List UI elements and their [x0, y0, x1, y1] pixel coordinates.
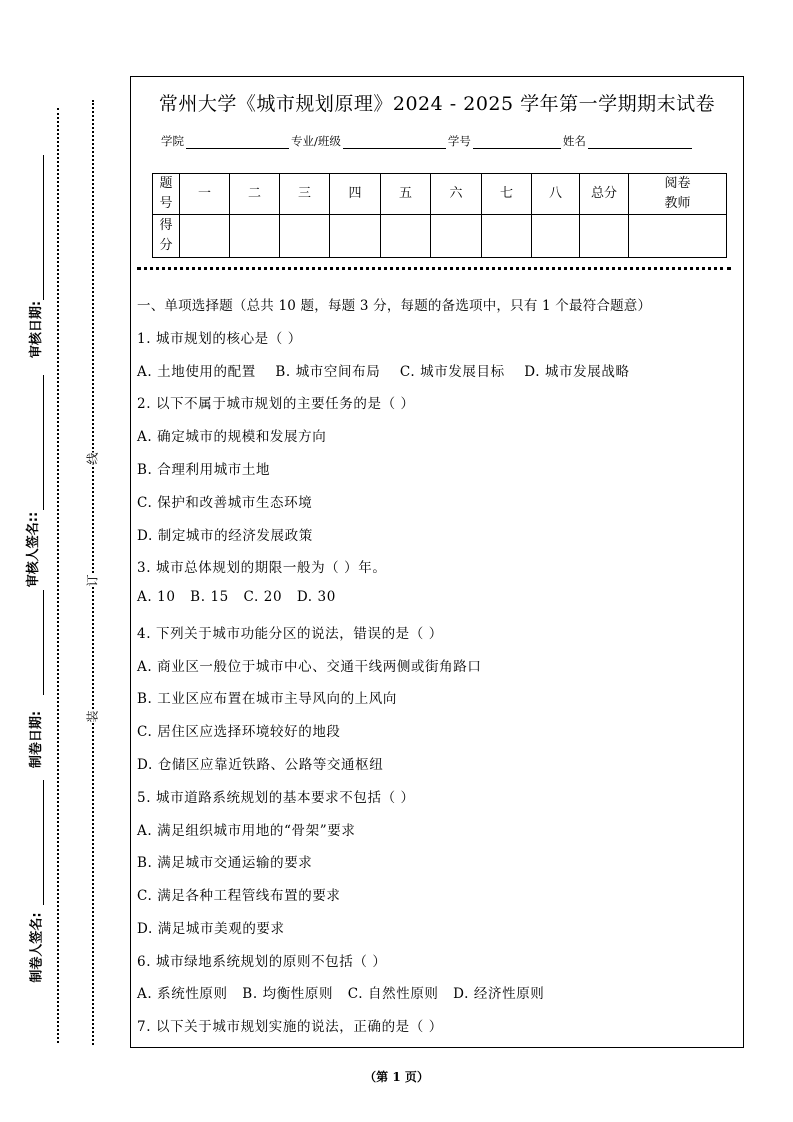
option-line: A. 商业区一般位于城市中心、交通干线两侧或街角路口	[137, 659, 482, 675]
total-score-header: 总分	[580, 174, 629, 215]
score-cell[interactable]	[482, 215, 532, 258]
section-heading: 一、单项选择题（总共 10 题，每题 3 分，每题的备选项中，只有 1 个最符合题意）	[137, 298, 652, 314]
name-field[interactable]	[588, 136, 692, 149]
question-line: 6. 城市绿地系统规划的原则不包括（ ）	[137, 954, 387, 970]
grader-cell[interactable]	[629, 215, 727, 258]
score-table	[152, 173, 727, 258]
question-number-header: 题号	[153, 174, 180, 215]
score-header-1: 一	[180, 174, 230, 215]
score-header-6: 六	[431, 174, 482, 215]
signature-line	[43, 375, 44, 510]
score-header-4: 四	[330, 174, 381, 215]
option-line: D. 仓储区应靠近铁路、公路等交通枢纽	[137, 757, 384, 773]
option-line: C. 保护和改善城市生态环境	[137, 495, 313, 511]
reviewer-signature-label: 审核人签名::	[26, 511, 42, 588]
option-line: D. 制定城市的经济发展政策	[137, 528, 313, 544]
score-cell[interactable]	[532, 215, 580, 258]
option-line: C. 满足各种工程管线布置的要求	[137, 888, 341, 904]
inner-dotted-line	[57, 108, 59, 1043]
question-line: 5. 城市道路系统规划的基本要求不包括（ ）	[137, 790, 415, 806]
name-label: 姓名	[562, 134, 586, 148]
option-line: A. 土地使用的配置 B. 城市空间布局 C. 城市发展目标 D. 城市发展战略	[137, 364, 630, 380]
score-cell[interactable]	[180, 215, 230, 258]
signature-line	[43, 590, 44, 695]
paper-date-label: 制卷日期:	[29, 710, 45, 769]
score-row-label: 得分	[153, 215, 180, 258]
student-id-label: 学号	[447, 134, 471, 148]
question-line: 3. 城市总体规划的期限一般为（ ）年。	[137, 560, 387, 576]
dotted-separator	[137, 267, 731, 270]
major-class-field[interactable]	[343, 136, 446, 149]
score-header-2: 二	[230, 174, 280, 215]
total-score-cell[interactable]	[580, 215, 629, 258]
score-cell[interactable]	[230, 215, 280, 258]
binding-margin	[0, 0, 125, 1122]
option-line: C. 居住区应选择环境较好的地段	[137, 724, 341, 740]
score-cell[interactable]	[280, 215, 330, 258]
cut-mark-line: 线	[85, 452, 100, 465]
cut-dotted-line	[92, 100, 94, 1045]
score-header-5: 五	[381, 174, 431, 215]
exam-frame	[130, 76, 744, 1048]
cut-mark-fold: 装	[85, 710, 100, 723]
score-header-3: 三	[280, 174, 330, 215]
question-line: 4. 下列关于城市功能分区的说法，错误的是（ ）	[137, 626, 443, 642]
page-number: （第 1 页）	[364, 1070, 429, 1084]
score-header-8: 八	[532, 174, 580, 215]
review-date-label: 审核日期:	[29, 300, 45, 359]
option-line: A. 满足组织城市用地的“骨架”要求	[137, 823, 356, 839]
option-line: A. 10 B. 15 C. 20 D. 30	[137, 589, 336, 605]
score-cell[interactable]	[381, 215, 431, 258]
question-line: 7. 以下关于城市规划实施的说法，正确的是（ ）	[137, 1019, 443, 1035]
major-class-label: 专业/班级	[291, 134, 341, 148]
exam-title: 常州大学《城市规划原理》2024 - 2025 学年第一学期期末试卷	[158, 93, 716, 115]
score-cell[interactable]	[431, 215, 482, 258]
signature-line	[43, 155, 44, 300]
college-label: 学院	[161, 134, 184, 148]
option-line: D. 满足城市美观的要求	[137, 921, 285, 937]
score-header-7: 七	[482, 174, 532, 215]
option-line: B. 合理利用城市土地	[137, 462, 271, 478]
cut-mark-bind: 订	[85, 574, 100, 587]
option-line: A. 确定城市的规模和发展方向	[137, 429, 327, 445]
signature-line	[43, 780, 44, 905]
score-cell[interactable]	[330, 215, 381, 258]
student-info-row	[161, 133, 694, 149]
paper-author-signature-label: 制卷人签名:	[29, 912, 45, 983]
college-field[interactable]	[186, 136, 289, 149]
option-line: A. 系统性原则 B. 均衡性原则 C. 自然性原则 D. 经济性原则	[137, 986, 545, 1002]
option-line: B. 工业区应布置在城市主导风向的上风向	[137, 691, 398, 707]
question-line: 2. 以下不属于城市规划的主要任务的是（ ）	[137, 396, 415, 412]
option-line: B. 满足城市交通运输的要求	[137, 855, 313, 871]
question-line: 1. 城市规划的核心是（ ）	[137, 331, 302, 347]
student-id-field[interactable]	[473, 136, 561, 149]
grader-header: 阅卷教师	[629, 174, 727, 215]
